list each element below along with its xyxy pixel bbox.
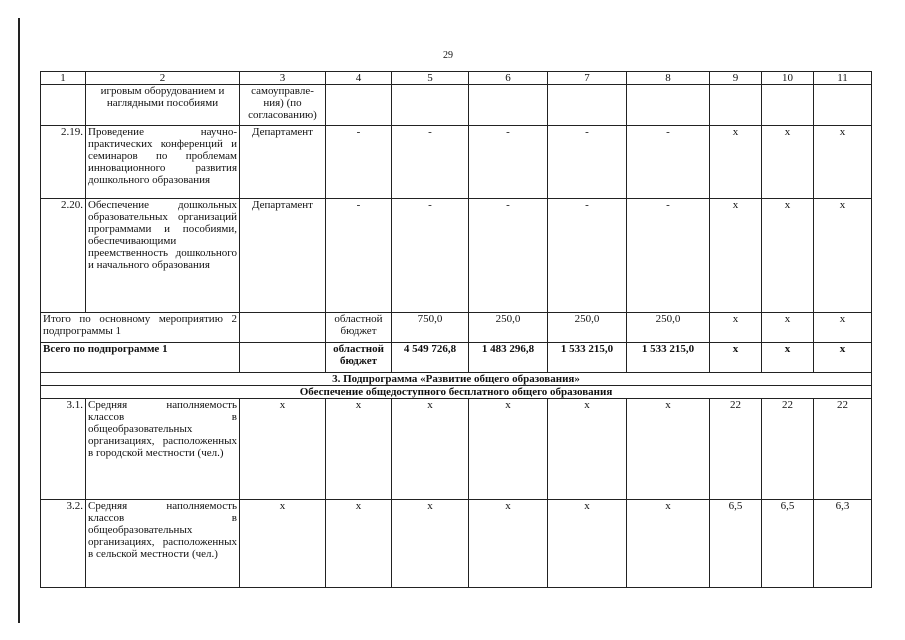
program-table	[40, 71, 872, 588]
header-cell: 6	[469, 72, 548, 85]
header-row	[41, 72, 872, 85]
value-cell: 250,0	[469, 313, 548, 343]
header-cell: 11	[814, 72, 872, 85]
value-cell: 6,5	[762, 500, 814, 588]
value-cell: -	[392, 199, 469, 313]
value-cell: х	[762, 199, 814, 313]
value-cell: х	[710, 126, 762, 199]
activity-name: игровым оборудованием и наглядными пособиями	[86, 85, 240, 126]
indicator-name: Средняя наполняемость классов в общеобразовательных организациях, расположенных в городской местности (чел.)	[86, 399, 240, 500]
value-cell: х	[392, 399, 469, 500]
value-cell: х	[627, 500, 710, 588]
value-cell: х	[469, 399, 548, 500]
value-cell: 1 533 215,0	[627, 343, 710, 373]
header-cell: 1	[41, 72, 86, 85]
indicator-name: Средняя наполняемость классов в общеобразовательных организациях, расположенных в сельской местности (чел.)	[86, 500, 240, 588]
value-cell: х	[240, 399, 326, 500]
funding-source: областной бюджет	[326, 343, 392, 373]
value-cell: -	[627, 126, 710, 199]
value-cell: х	[240, 500, 326, 588]
row-number: 3.1.	[41, 399, 86, 500]
header-cell: 4	[326, 72, 392, 85]
header-cell: 10	[762, 72, 814, 85]
value-cell: х	[326, 399, 392, 500]
activity-name: Обеспечение дошкольных образовательных организаций программами и пособиями, обеспечивающими преемственность дошкольного и начального образования	[86, 199, 240, 313]
section-title: 3. Подпрограмма «Развитие общего образования»	[41, 373, 872, 386]
page-number: 29	[443, 50, 453, 61]
margin-line	[18, 18, 20, 623]
value-cell: 1 483 296,8	[469, 343, 548, 373]
row-number: 2.19.	[41, 126, 86, 199]
value-cell: -	[548, 126, 627, 199]
value-cell: -	[469, 126, 548, 199]
value-cell: х	[548, 399, 627, 500]
value-cell: 22	[710, 399, 762, 500]
table-row	[41, 399, 872, 500]
value-cell: -	[326, 126, 392, 199]
value-cell: х	[814, 126, 872, 199]
table-row	[41, 199, 872, 313]
value-cell: х	[814, 199, 872, 313]
table-row	[41, 500, 872, 588]
section-subtitle: Обеспечение общедоступного бесплатного общего образования	[41, 386, 872, 399]
section-subtitle-row	[41, 386, 872, 399]
value-cell: х	[762, 343, 814, 373]
header-cell: 3	[240, 72, 326, 85]
value-cell: х	[326, 500, 392, 588]
activity-name: Проведение научно-практических конференций и семинаров по проблемам инновационного развития дошкольного образования	[86, 126, 240, 199]
executor: Департамент	[240, 126, 326, 199]
header-cell: 7	[548, 72, 627, 85]
value-cell: х	[469, 500, 548, 588]
grand-total-row	[41, 343, 872, 373]
value-cell: 6,5	[710, 500, 762, 588]
total-row	[41, 313, 872, 343]
value-cell: х	[762, 126, 814, 199]
table-row	[41, 85, 872, 126]
section-title-row	[41, 373, 872, 386]
total-label: Итого по основному мероприятию 2 подпрограммы 1	[41, 313, 240, 343]
value-cell: 250,0	[548, 313, 627, 343]
value-cell: 4 549 726,8	[392, 343, 469, 373]
value-cell: -	[326, 199, 392, 313]
header-cell: 9	[710, 72, 762, 85]
value-cell: х	[710, 343, 762, 373]
value-cell: -	[627, 199, 710, 313]
value-cell: 22	[762, 399, 814, 500]
value-cell: х	[710, 199, 762, 313]
value-cell: -	[392, 126, 469, 199]
value-cell: 22	[814, 399, 872, 500]
row-number: 3.2.	[41, 500, 86, 588]
header-cell: 8	[627, 72, 710, 85]
value-cell: х	[762, 313, 814, 343]
value-cell: х	[814, 343, 872, 373]
header-cell: 5	[392, 72, 469, 85]
value-cell: х	[814, 313, 872, 343]
value-cell: х	[548, 500, 627, 588]
value-cell: 6,3	[814, 500, 872, 588]
header-cell: 2	[86, 72, 240, 85]
row-number: 2.20.	[41, 199, 86, 313]
value-cell: -	[469, 199, 548, 313]
total-label: Всего по подпрограмме 1	[41, 343, 240, 373]
value-cell: 1 533 215,0	[548, 343, 627, 373]
value-cell: х	[710, 313, 762, 343]
executor: самоуправле-ния) (по согласованию)	[240, 85, 326, 126]
value-cell: 250,0	[627, 313, 710, 343]
value-cell: х	[627, 399, 710, 500]
value-cell: 750,0	[392, 313, 469, 343]
value-cell: х	[392, 500, 469, 588]
table-row	[41, 126, 872, 199]
value-cell: -	[548, 199, 627, 313]
funding-source: областной бюджет	[326, 313, 392, 343]
executor: Департамент	[240, 199, 326, 313]
